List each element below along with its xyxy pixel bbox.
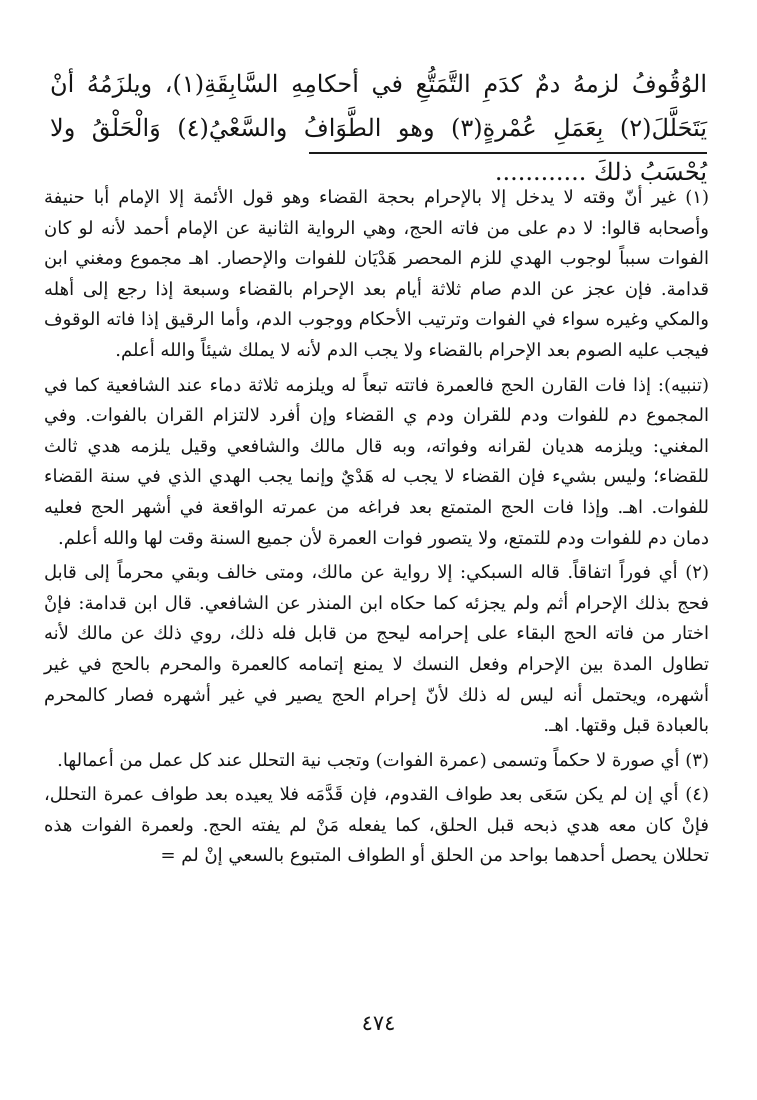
footnote-1: (١) غير أنّ وقته لا يدخل إلا بالإحرام بحجة القضاء وهو قول الأئمة إلا الإمام أبا حنيفة وأصحابه قالوا: لا دم على من فاته الحج، وهي الرواية الثانية عن الإمام أحمد لأنه لو كان الفوات سبباً لوجوب الهدي للزم المحصر هَدْيَان للفوات والإحصار. اهـ مجموع ومغني ابن قدامة. فإن عجز عن الدم صام ثلاثة أيام بعد الإحرام بالقضاء وسبعة إذا رجع إلى أهله والمكي وغيره سواء في الفوات وترتيب الأحكام ووجوب الدم، وأما الرقيق إذا فاته الوقوف فيجب عليه الصوم بعد الإحرام بالقضاء ولا يجب الدم لأنه لا يملك شيئاً والله أعلم.: [44, 187, 709, 361]
page-number: ٤٧٤: [361, 1011, 396, 1035]
footnotes: [44, 183, 709, 876]
footnote-separator: [309, 152, 707, 154]
footnote-3: (٣) أي صورة لا حكماً وتسمى (عمرة الفوات) وتجب نية التحلل عند كل عمل من أعمالها.: [57, 749, 709, 771]
footnote-note: (تنبيه): إذا فات القارن الحج فالعمرة فاتته تبعاً له ويلزمه ثلاثة دماء عند الشافعية كما في المجموع دم للفوات ودم للقران ودم ي القضاء وإن أفرد لالتزام القران بالفوات. وفي المغني: ويلزمه هديان لقرانه وفواته، وبه قال مالك والشافعي وقيل يلزمه هدي ثالث للقضاء؛ وليس بشيء فإن القضاء لا يجب له هَدْيٌ وإنما يجب الهدي الذي في سنة القضاء للفوات. اهـ. وإذا فات الحج المتمتع بعد فراغه من عمرته الواقعة في أشهر الحج فعليه دمان دم للفوات ودم للتمتع، ولا يتصور فوات العمرة لأن جميع السنة وقت لها والله أعلم.: [44, 374, 709, 549]
main-text: الوُقُوفُ لزمهُ دمٌ كدَمِ التَّمَتُّعِ في أحكامِهِ السَّابِقَةِ(١)، ويلزَمُهُ أنْ يَتَحَلَّلَ(٢) بِعَمَلِ عُمْرةٍ(٣) وهو الطَّوَافُ والسَّعْيُ(٤) وَالْحَلْقُ ولا يُحْسَبُ ذلكَ ............: [50, 70, 708, 186]
footnote-4: (٤) أي إن لم يكن سَعَى بعد طواف القدوم، فإن قَدَّمَه فلا يعيده بعد طواف عمرة التحلل، فإنْ كان معه هدي ذبحه قبل الحلق، كما يفعله مَنْ لم يفته الحج. ولعمرة الفوات هذه تحللان يحصل أحدهما بواحد من الحلق أو الطواف المتبوع بالسعي إنْ لم =: [44, 784, 709, 867]
footnote-2: (٢) أي فوراً اتفاقاً. قاله السبكي: إلا رواية عن مالك، ومتى خالف وبقي محرماً إلى قابل فحج بذلك الإحرام أثم ولم يجزئه كما حكاه ابن المنذر عن الشافعي. قال ابن قدامة: فإنْ اختار من فاته الحج البقاء على إحرامه ليحج من قابل فله ذلك، روي ذلك عن مالك لأنه تطاول المدة بين الإحرام وفعل النسك لا يمنع إتمامه كالعمرة والمحرم بالحج في غير أشهره، ويحتمل أنه ليس له ذلك لأنّ إحرام الحج يصير في غير أشهره فصار كالمحرم بالعبادة قبل وقتها. اهـ.: [44, 562, 709, 737]
